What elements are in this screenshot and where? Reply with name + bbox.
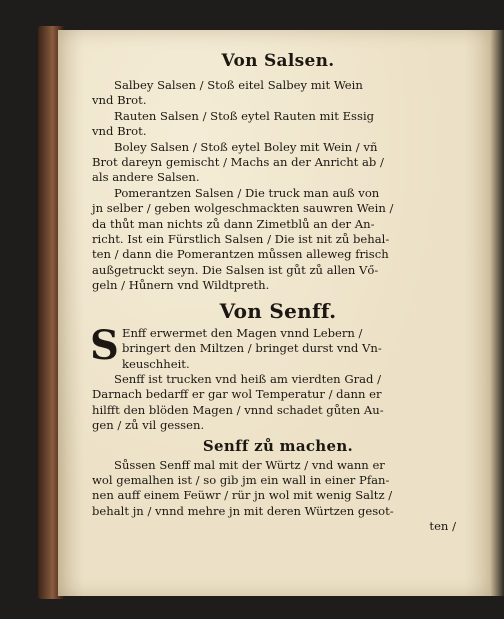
text-line: Rauten Salsen / Stoß eytel Rauten mit Essig	[114, 108, 375, 123]
text-line: Pomerantzen Salsen / Die truck man auß von	[114, 185, 380, 200]
text-line: behalt jn / vnnd mehre jn mit deren Würtzen gesot-	[92, 503, 394, 518]
text-line: als andere Salsen.	[92, 170, 200, 185]
senff-intro	[90, 321, 464, 372]
text-line: vnd Brot.	[92, 124, 147, 139]
text-line: Darnach bedarff er gar wol Temperatur / dann er	[92, 387, 382, 402]
heading-senff-zu-machen: Senff zů machen.	[202, 436, 354, 455]
senff-paragraph-2	[92, 372, 464, 434]
text-line: Enff erwermet den Magen vnnd Lebern /	[122, 325, 363, 340]
text-line: vnd Brot.	[92, 93, 147, 108]
text-line: Senff ist trucken vnd heiß am vierdten Grad /	[114, 371, 382, 386]
senff-machen-paragraph	[92, 458, 464, 520]
text-line: da thůt man nichts zů dann Zimetblů an der An-	[92, 216, 375, 231]
catchword: ten /	[429, 519, 456, 534]
recipe-salbey	[92, 78, 464, 109]
text-line: bringert den Miltzen / bringet durst vnd Vn-	[122, 341, 382, 356]
text-line: nen auff einem Feüwr / rür jn wol mit wenig Saltz /	[92, 488, 393, 503]
senff-paragraph-1	[90, 321, 464, 372]
text-line: keuschheit.	[122, 356, 190, 371]
page-edge-shadow	[490, 30, 504, 596]
text-line: jn selber / geben wolgeschmackten sauwren Wein /	[92, 201, 394, 216]
text-line: wol gemalhen ist / so gib jm ein wall in einer Pfan-	[92, 472, 390, 487]
text-line: Brot dareyn gemischt / Machs an der Anricht ab /	[92, 155, 384, 170]
recipe-pomerantzen	[92, 186, 464, 294]
salsen-recipes	[92, 78, 464, 294]
text-line: Sůssen Senff mal mit der Würtz / vnd wann er	[114, 457, 385, 472]
text-line: gen / zů vil gessen.	[92, 418, 205, 433]
recipe-rauten	[92, 109, 464, 140]
text-line: ten / dann die Pomerantzen můssen alleweg frisch	[92, 247, 389, 262]
decorated-initial: S	[90, 321, 119, 369]
text-line: hilfft den blöden Magen / vnnd schadet gůten Au-	[92, 402, 384, 417]
heading-von-salsen: Von Salsen.	[221, 51, 335, 71]
text-line: geln / Hůnern vnd Wildtpreth.	[92, 278, 270, 293]
text-line: außgetruckt seyn. Die Salsen ist gůt zů allen Vő-	[92, 262, 379, 277]
heading-von-senff: Von Senff.	[219, 298, 337, 323]
text-line: richt. Ist ein Fürstlich Salsen / Die ist nit zů behal-	[92, 232, 390, 247]
text-line: Boley Salsen / Stoß eytel Boley mit Wein / vñ	[114, 139, 378, 154]
recipe-boley	[92, 140, 464, 186]
page-text	[92, 50, 464, 535]
text-line: Salbey Salsen / Stoß eitel Salbey mit Wein	[114, 78, 363, 92]
